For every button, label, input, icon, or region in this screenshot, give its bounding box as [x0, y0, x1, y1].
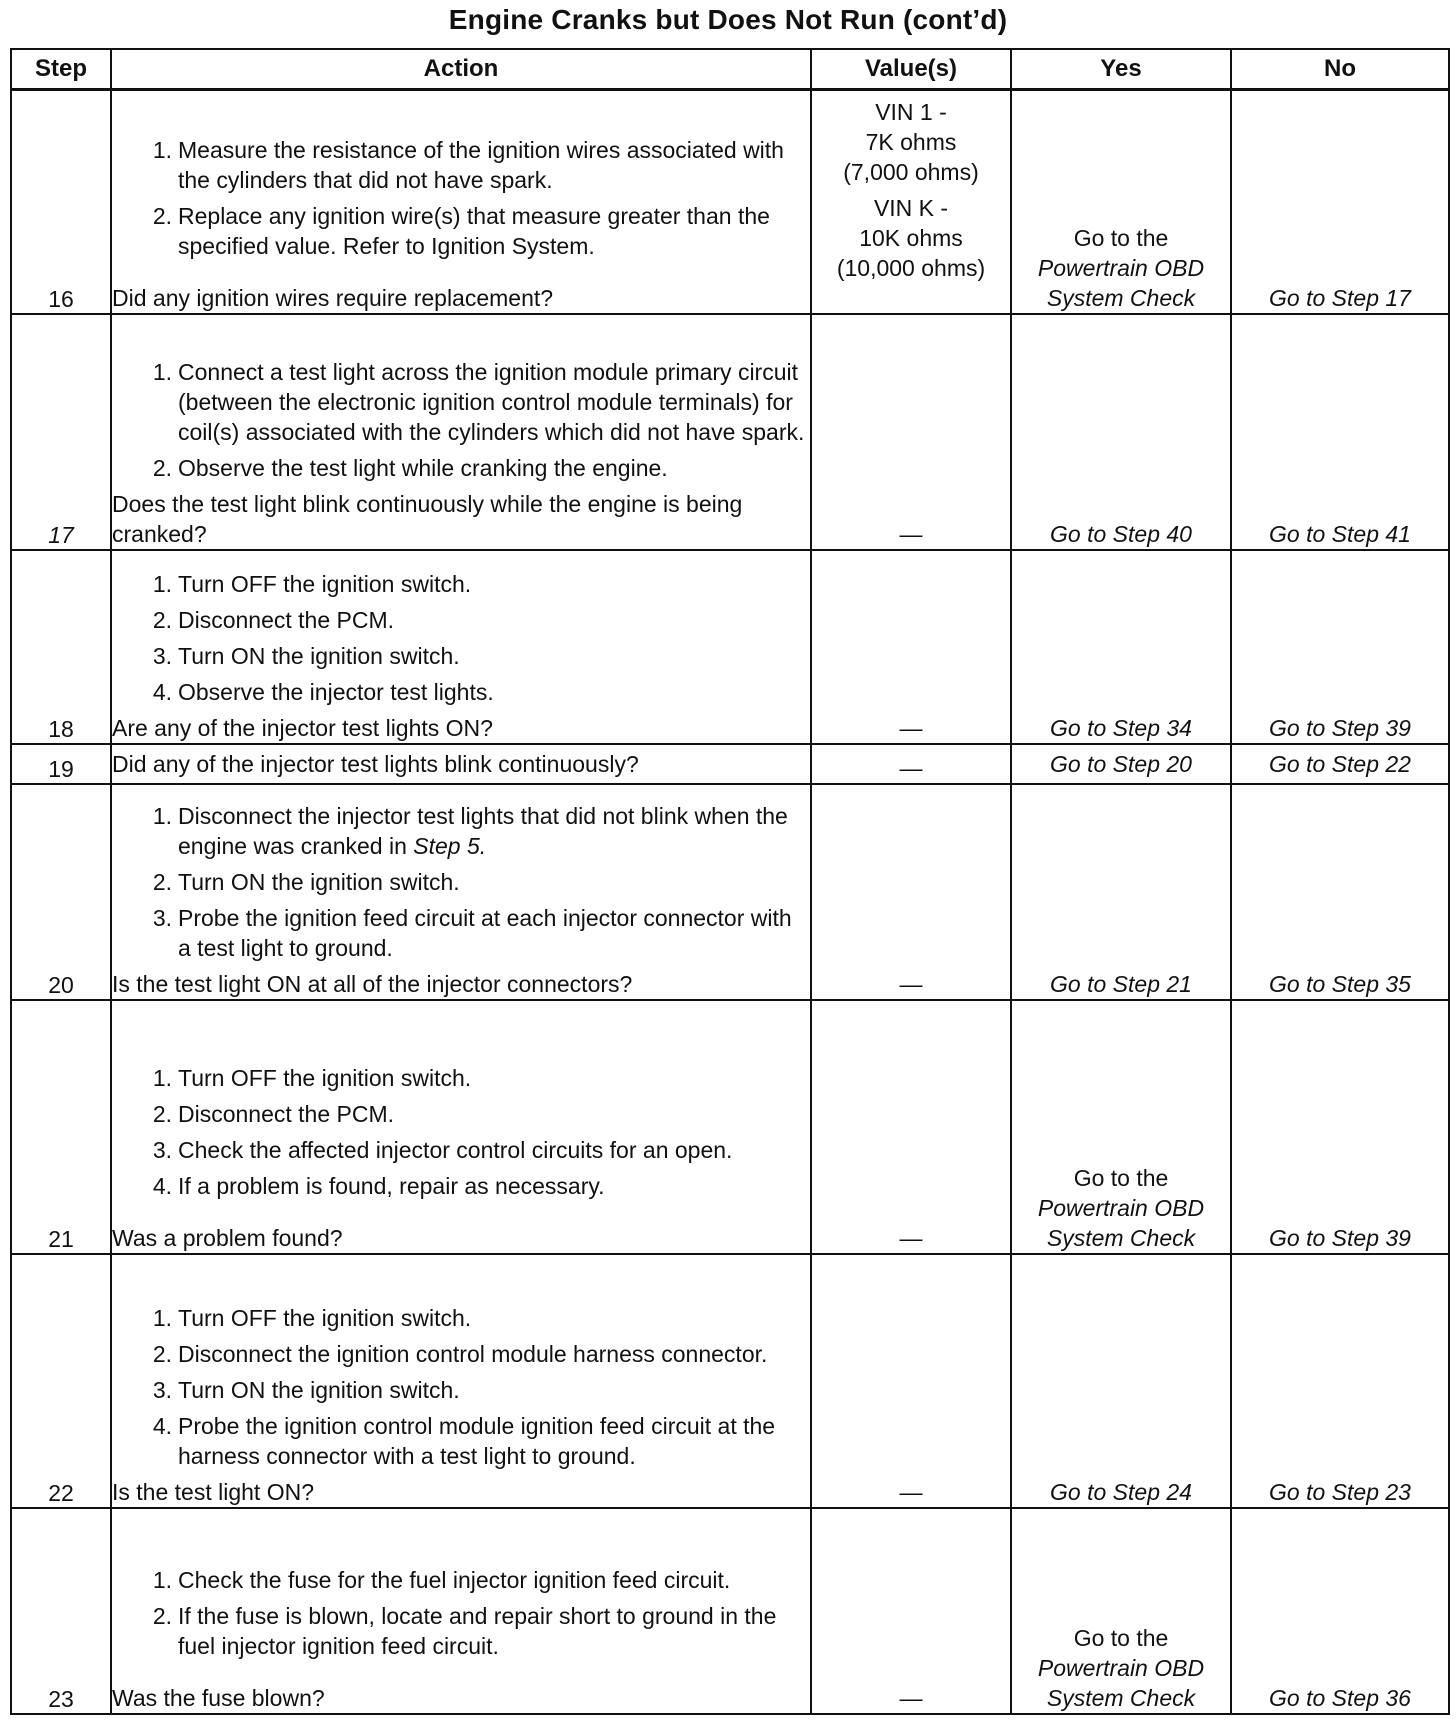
- table-row: [11, 744, 1449, 784]
- table-row: [11, 550, 1449, 744]
- action-question: Are any of the injector test lights ON?: [112, 714, 493, 741]
- action-step: 1. Turn OFF the ignition switch.: [152, 570, 472, 597]
- page-title: Engine Cranks but Does Not Run (cont’d): [448, 4, 1008, 35]
- action-step: 2. Turn ON the ignition switch.: [152, 868, 460, 895]
- value-line: VIN 1 -: [875, 99, 947, 125]
- value-line: 10K ohms: [859, 225, 963, 251]
- yes-cell: Go to the Powertrain OBD System Check: [1011, 90, 1231, 314]
- step-number: 20: [11, 784, 111, 1000]
- action-cell: [111, 744, 811, 784]
- action-step: 1. Check the fuse for the fuel injector ignition feed circuit.: [152, 1566, 731, 1593]
- action-step: 2. Disconnect the PCM.: [152, 1100, 395, 1127]
- no-cell: Go to Step 22: [1231, 744, 1449, 784]
- action-question: Was a problem found?: [112, 1224, 343, 1251]
- action-step: 1. Turn OFF the ignition switch.: [152, 1304, 472, 1331]
- action-cell: [111, 784, 811, 1000]
- yes-cell: Go to Step 24: [1011, 1254, 1231, 1508]
- step-number: 22: [11, 1254, 111, 1508]
- table-row: [11, 314, 1449, 550]
- action-step: 2. Disconnect the ignition control module harness connector.: [152, 1340, 768, 1367]
- diagnostic-table: [10, 48, 1450, 1715]
- action-step: 4. If a problem is found, repair as necessary.: [152, 1172, 605, 1199]
- step-number: 23: [11, 1508, 111, 1714]
- value-line: 7K ohms: [865, 129, 957, 155]
- value-dash: —: [811, 784, 1011, 1000]
- value-cell: [811, 90, 1011, 314]
- value-dash: —: [811, 1000, 1011, 1254]
- table-row: [11, 1000, 1449, 1254]
- action-step: 3. Probe the ignition feed circuit at each injector connector with a test light to ground.: [152, 904, 792, 961]
- action-step: 3. Check the affected injector control circuits for an open.: [152, 1136, 733, 1163]
- yes-cell: Go to Step 20: [1011, 744, 1231, 784]
- step-number: 19: [11, 744, 111, 784]
- no-cell: Go to Step 39: [1231, 1000, 1449, 1254]
- action-cell: [111, 1000, 811, 1254]
- table-row: [11, 784, 1449, 1000]
- table-header-row: [11, 49, 1449, 90]
- action-question: Did any ignition wires require replacement?: [112, 284, 554, 311]
- action-step: 3. Turn ON the ignition switch.: [152, 1376, 460, 1403]
- step-number: 18: [11, 550, 111, 744]
- no-cell: Go to Step 41: [1231, 314, 1449, 550]
- no-cell: Go to Step 35: [1231, 784, 1449, 1000]
- yes-cell: Go to Step 40: [1011, 314, 1231, 550]
- value-dash: —: [811, 744, 1011, 784]
- action-question: Is the test light ON at all of the injector connectors?: [112, 970, 633, 997]
- action-cell: [111, 1254, 811, 1508]
- header-values: Value(s): [811, 49, 1011, 90]
- action-step: 2. If the fuse is blown, locate and repair short to ground in the fuel injector ignition feed circuit.: [152, 1602, 777, 1659]
- yes-cell: Go to the Powertrain OBD System Check: [1011, 1000, 1231, 1254]
- action-cell: [111, 90, 811, 314]
- value-line: (10,000 ohms): [836, 255, 986, 281]
- value-line: VIN K -: [873, 195, 949, 221]
- action-step: 2. Replace any ignition wire(s) that measure greater than the specified value. Refer to Ignition System.: [152, 202, 770, 259]
- action-step: 3. Turn ON the ignition switch.: [152, 642, 460, 669]
- header-yes: Yes: [1011, 49, 1231, 90]
- value-dash: —: [811, 1508, 1011, 1714]
- table-row: [11, 90, 1449, 314]
- no-cell: Go to Step 23: [1231, 1254, 1449, 1508]
- no-cell: Go to Step 36: [1231, 1508, 1449, 1714]
- no-cell: Go to Step 17: [1231, 90, 1449, 314]
- action-step: 1. Measure the resistance of the ignition wires associated with the cylinders that did not have spark.: [152, 136, 784, 193]
- action-step: 2. Disconnect the PCM.: [152, 606, 395, 633]
- action-step: 4. Observe the injector test lights.: [152, 678, 494, 705]
- step-number: 16: [11, 90, 111, 314]
- step-number: 21: [11, 1000, 111, 1254]
- action-question: Was the fuse blown?: [112, 1684, 325, 1711]
- table-row: [11, 1254, 1449, 1508]
- value-dash: —: [811, 1254, 1011, 1508]
- table-row: [11, 1508, 1449, 1714]
- action-step: 1. Turn OFF the ignition switch.: [152, 1064, 472, 1091]
- yes-cell: Go to Step 21: [1011, 784, 1231, 1000]
- header-no: No: [1231, 49, 1449, 90]
- action-question: Is the test light ON?: [112, 1478, 314, 1505]
- action-step: 2. Observe the test light while cranking the engine.: [152, 454, 668, 481]
- action-step: 1. Connect a test light across the ignition module primary circuit (between the electronic ignition control module terminals) for coil(s) associated with the cylinders which did not have spark.: [152, 358, 805, 445]
- value-dash: —: [811, 314, 1011, 550]
- action-question: Does the test light blink continuously while the engine is being cranked?: [112, 490, 743, 547]
- action-cell: [111, 314, 811, 550]
- no-cell: Go to Step 39: [1231, 550, 1449, 744]
- yes-cell: Go to Step 34: [1011, 550, 1231, 744]
- header-step: Step: [11, 49, 111, 90]
- value-line: (7,000 ohms): [843, 159, 979, 185]
- action-step: 1. Disconnect the injector test lights that did not blink when the engine was cranked in Step 5.: [152, 802, 788, 859]
- action-step: 4. Probe the ignition control module ignition feed circuit at the harness connector with a test light to ground.: [152, 1412, 776, 1469]
- action-cell: [111, 1508, 811, 1714]
- action-question: Did any of the injector test lights blink continuously?: [112, 750, 639, 777]
- value-dash: —: [811, 550, 1011, 744]
- action-cell: [111, 550, 811, 744]
- yes-cell: Go to the Powertrain OBD System Check: [1011, 1508, 1231, 1714]
- step-number: 17: [11, 314, 111, 550]
- header-action: Action: [111, 49, 811, 90]
